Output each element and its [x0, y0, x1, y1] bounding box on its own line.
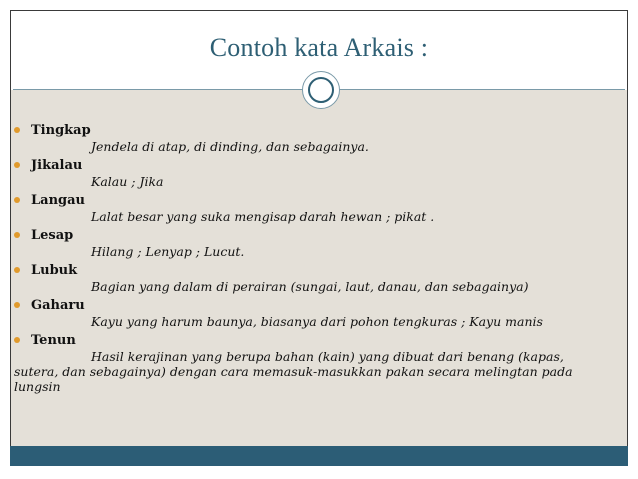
term-definition: Lalat besar yang suka mengisap darah hewan ; pikat . — [91, 209, 435, 224]
slide-title: Contoh kata Arkais : — [209, 33, 429, 62]
list-item — [11, 296, 623, 331]
term-definition: Hilang ; Lenyap ; Lucut. — [91, 244, 245, 259]
term-label: Tenun — [31, 332, 76, 348]
list-item — [11, 121, 623, 156]
list-item — [11, 226, 623, 261]
term-label: Jikalau — [31, 157, 83, 173]
list-item — [11, 261, 623, 296]
term-definition: Bagian yang dalam di perairan (sungai, laut, danau, dan sebagainya) — [91, 279, 529, 294]
bullet-icon — [14, 197, 20, 203]
term-definition: Kalau ; Jika — [91, 174, 164, 189]
bullet-icon — [14, 267, 20, 273]
term-label: Tingkap — [31, 122, 91, 138]
bullet-icon — [14, 162, 20, 168]
list-item — [11, 156, 623, 191]
slide-frame — [10, 10, 628, 466]
circle-ornament-icon — [302, 71, 340, 109]
term-label: Lesap — [31, 227, 74, 243]
term-label: Gaharu — [31, 297, 85, 313]
footer-bar — [10, 446, 628, 466]
term-list — [11, 121, 623, 394]
term-definition: Kayu yang harum baunya, biasanya dari pohon tengkuras ; Kayu manis — [91, 314, 543, 329]
bullet-icon — [14, 127, 20, 133]
term-definition: Jendela di atap, di dinding, dan sebagainya. — [91, 139, 369, 154]
term-label: Langau — [31, 192, 85, 208]
term-definition: Hasil kerajinan yang berupa bahan (kain) yang dibuat dari benang (kapas, sutera, dan sebagainya) dengan cara memasuk-masukkan pakan secara melingtan pada lungsin — [14, 349, 573, 394]
bullet-icon — [14, 302, 20, 308]
term-label: Lubuk — [31, 262, 78, 278]
bullet-icon — [14, 337, 20, 343]
circle-ornament-inner — [308, 77, 334, 103]
list-item — [11, 191, 623, 226]
bullet-icon — [14, 232, 20, 238]
list-item — [11, 331, 623, 394]
